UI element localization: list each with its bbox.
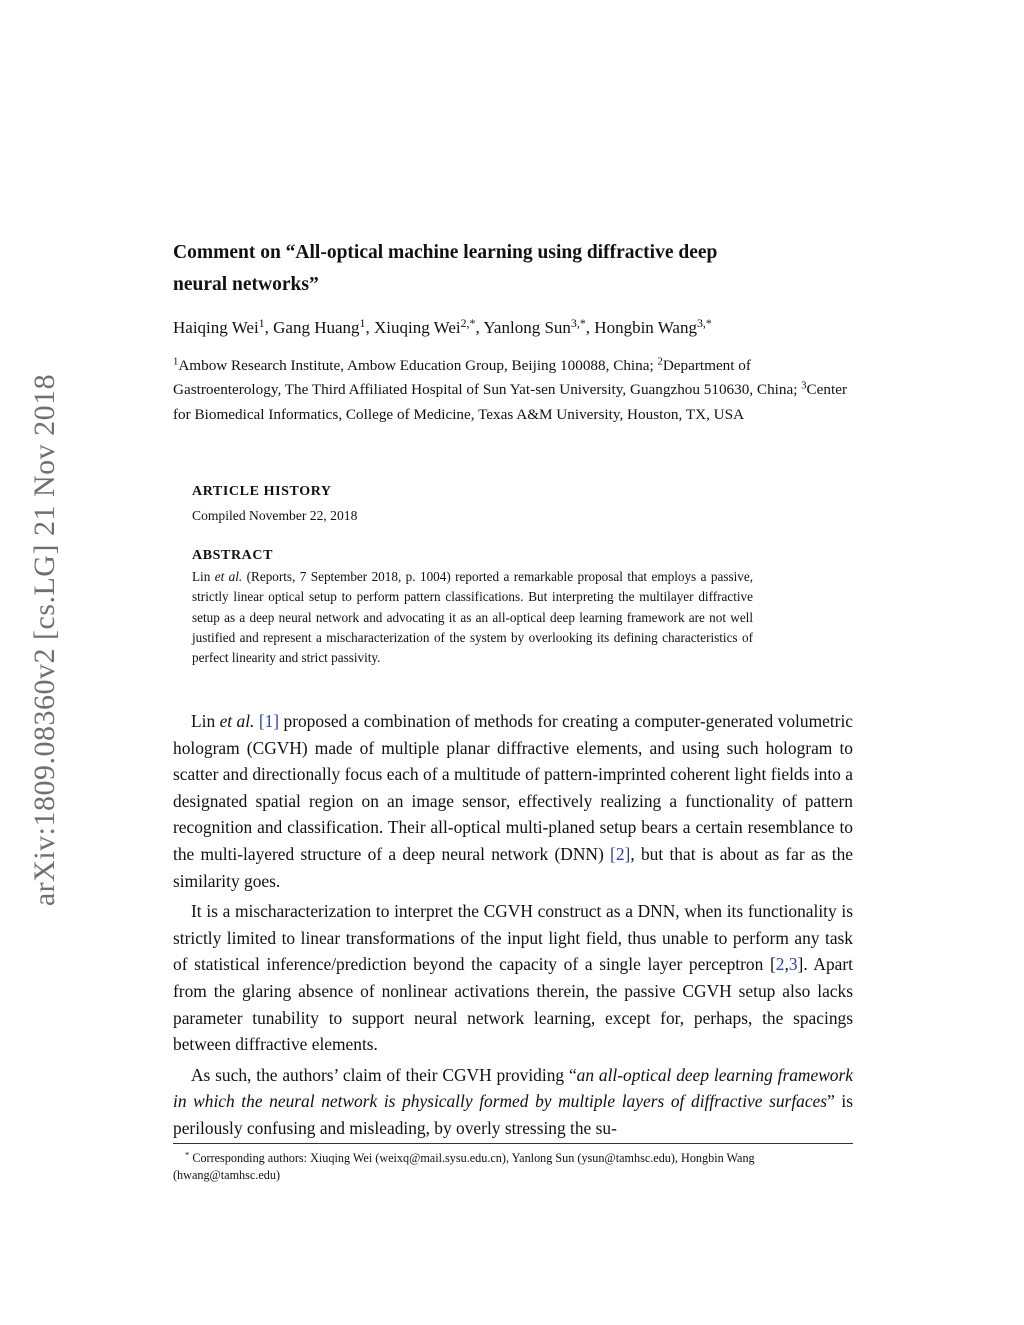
affiliations: [173, 354, 853, 427]
author-affiliation-mark: 3,*: [696, 316, 712, 331]
paragraph-etal: et al.: [219, 711, 255, 731]
affiliation-mark: 1: [173, 356, 179, 368]
author-name: Gang Huang: [273, 318, 360, 337]
author-name: Xiuqing Wei: [373, 318, 461, 337]
footnote-text: Corresponding authors: Xiuqing Wei (weixq@mail.sysu.edu.cn), Yanlong Sun (ysun@tamhsc.edu), Hongbin Wang (hwang@tamhsc.edu): [173, 1151, 755, 1182]
paragraph-text: It is a mischaracterization to interpret the CGVH construct as a DNN, when its functionality is strictly limited to linear transformations of the input light field, thus unable to perform any task of statistical inference/prediction beyond the capacity of a single layer perceptron [: [173, 901, 853, 975]
author-name: Haiqing Wei: [173, 318, 259, 337]
citation-link[interactable]: [2]: [610, 843, 631, 864]
paragraph-1: [173, 708, 853, 894]
title-line-2: neural networks”: [173, 274, 319, 295]
affiliation-text: Center for Biomedical Informatics, College of Medicine, Texas A&M University, Houston, TX, USA: [173, 381, 848, 423]
citation-link[interactable]: 3: [788, 954, 798, 975]
citation-separator: ,: [784, 954, 789, 975]
citation-link[interactable]: [1]: [258, 711, 280, 731]
abstract-etal: et al.: [214, 569, 243, 584]
paragraph-2: [173, 898, 853, 1058]
abstract-part: Lin: [192, 569, 215, 584]
author-separator: ,: [264, 318, 274, 337]
author-list: [173, 318, 853, 338]
author-separator: ,: [365, 318, 374, 337]
footnote: [173, 1150, 853, 1184]
abstract-heading: ABSTRACT: [192, 548, 274, 563]
paragraph-text: ]. Apart from the glaring absence of nonlinear activations therein, the passive CGVH setup also lacks parameter tunability to support neural network learning, except for, perhaps, the spacings between diffractive elements.: [173, 954, 853, 1055]
paragraph-text: As such, the authors’ claim of their CGVH providing “: [191, 1064, 577, 1085]
compiled-date: Compiled November 22, 2018: [192, 508, 358, 523]
paper-title: [173, 237, 853, 301]
paragraph-text: , but that is about as far as the similarity goes.: [173, 843, 853, 891]
author-name: Hongbin Wang: [594, 318, 697, 337]
affiliation-text: Ambow Research Institute, Ambow Education Group, Beijing 100088, China;: [178, 357, 658, 374]
author-affiliation-mark: 2,*: [460, 316, 476, 331]
affiliation-mark: 3: [801, 380, 807, 392]
article-history-heading: ARTICLE HISTORY: [192, 484, 332, 499]
paragraph-text: Lin: [191, 711, 220, 731]
affiliation-text: Department of Gastroenterology, The Third Affiliated Hospital of Sun Yat-sen University, Guangzhou 510630, China;: [173, 357, 802, 399]
abstract-text: [192, 567, 753, 668]
author-affiliation-mark: 1: [359, 316, 366, 331]
footnote-divider: [173, 1143, 853, 1144]
paragraph-text: ” is perilously confusing and misleading, by overly stressing the su-: [173, 1091, 854, 1138]
title-line-1: Comment on “All-optical machine learning using diffractive deep: [173, 242, 718, 263]
paragraph-3: [173, 1062, 853, 1142]
author-affiliation-mark: 3,*: [570, 316, 586, 331]
body-text: [173, 708, 853, 1142]
citation-link[interactable]: 2: [775, 954, 785, 975]
author-separator: ,: [475, 318, 484, 337]
author-name: Yanlong Sun: [483, 318, 571, 337]
paragraph-text: proposed a combination of methods for creating a computer-generated volumetric hologram (CGVH) made of multiple planar diffractive elements, and using such hologram to scatter and directionally focus each of a multitude of pattern-imprinted coherent light fields into a designated spatial region on an image sensor, effectively realizing a functionality of pattern recognition and classification. Their all-optical multi-planed setup bears a certain resemblance to the multi-layered structure of a deep neural network (DNN): [173, 711, 853, 864]
footnote-mark: *: [185, 1149, 190, 1160]
affiliation-mark: 2: [657, 356, 663, 368]
paragraph-quote: an all-optical deep learning framework in which the neural network is physically formed by multiple layers of diffractive surfaces: [173, 1064, 853, 1112]
author-separator: ,: [585, 318, 595, 337]
author-affiliation-mark: 1: [258, 316, 265, 331]
arxiv-identifier-stamp: arXiv:1809.08360v2 [cs.LG] 21 Nov 2018: [28, 373, 61, 907]
abstract-part: (Reports, 7 September 2018, p. 1004) reported a remarkable proposal that employs a passive, strictly linear optical setup to perform pattern classifications. But interpreting the multilayer diffractive setup as a deep neural network and advocating it as an all-optical deep learning framework are not well justified and represent a mischaracterization of the system by overlooking its defining characteristics of perfect linearity and strict passivity.: [192, 569, 753, 666]
